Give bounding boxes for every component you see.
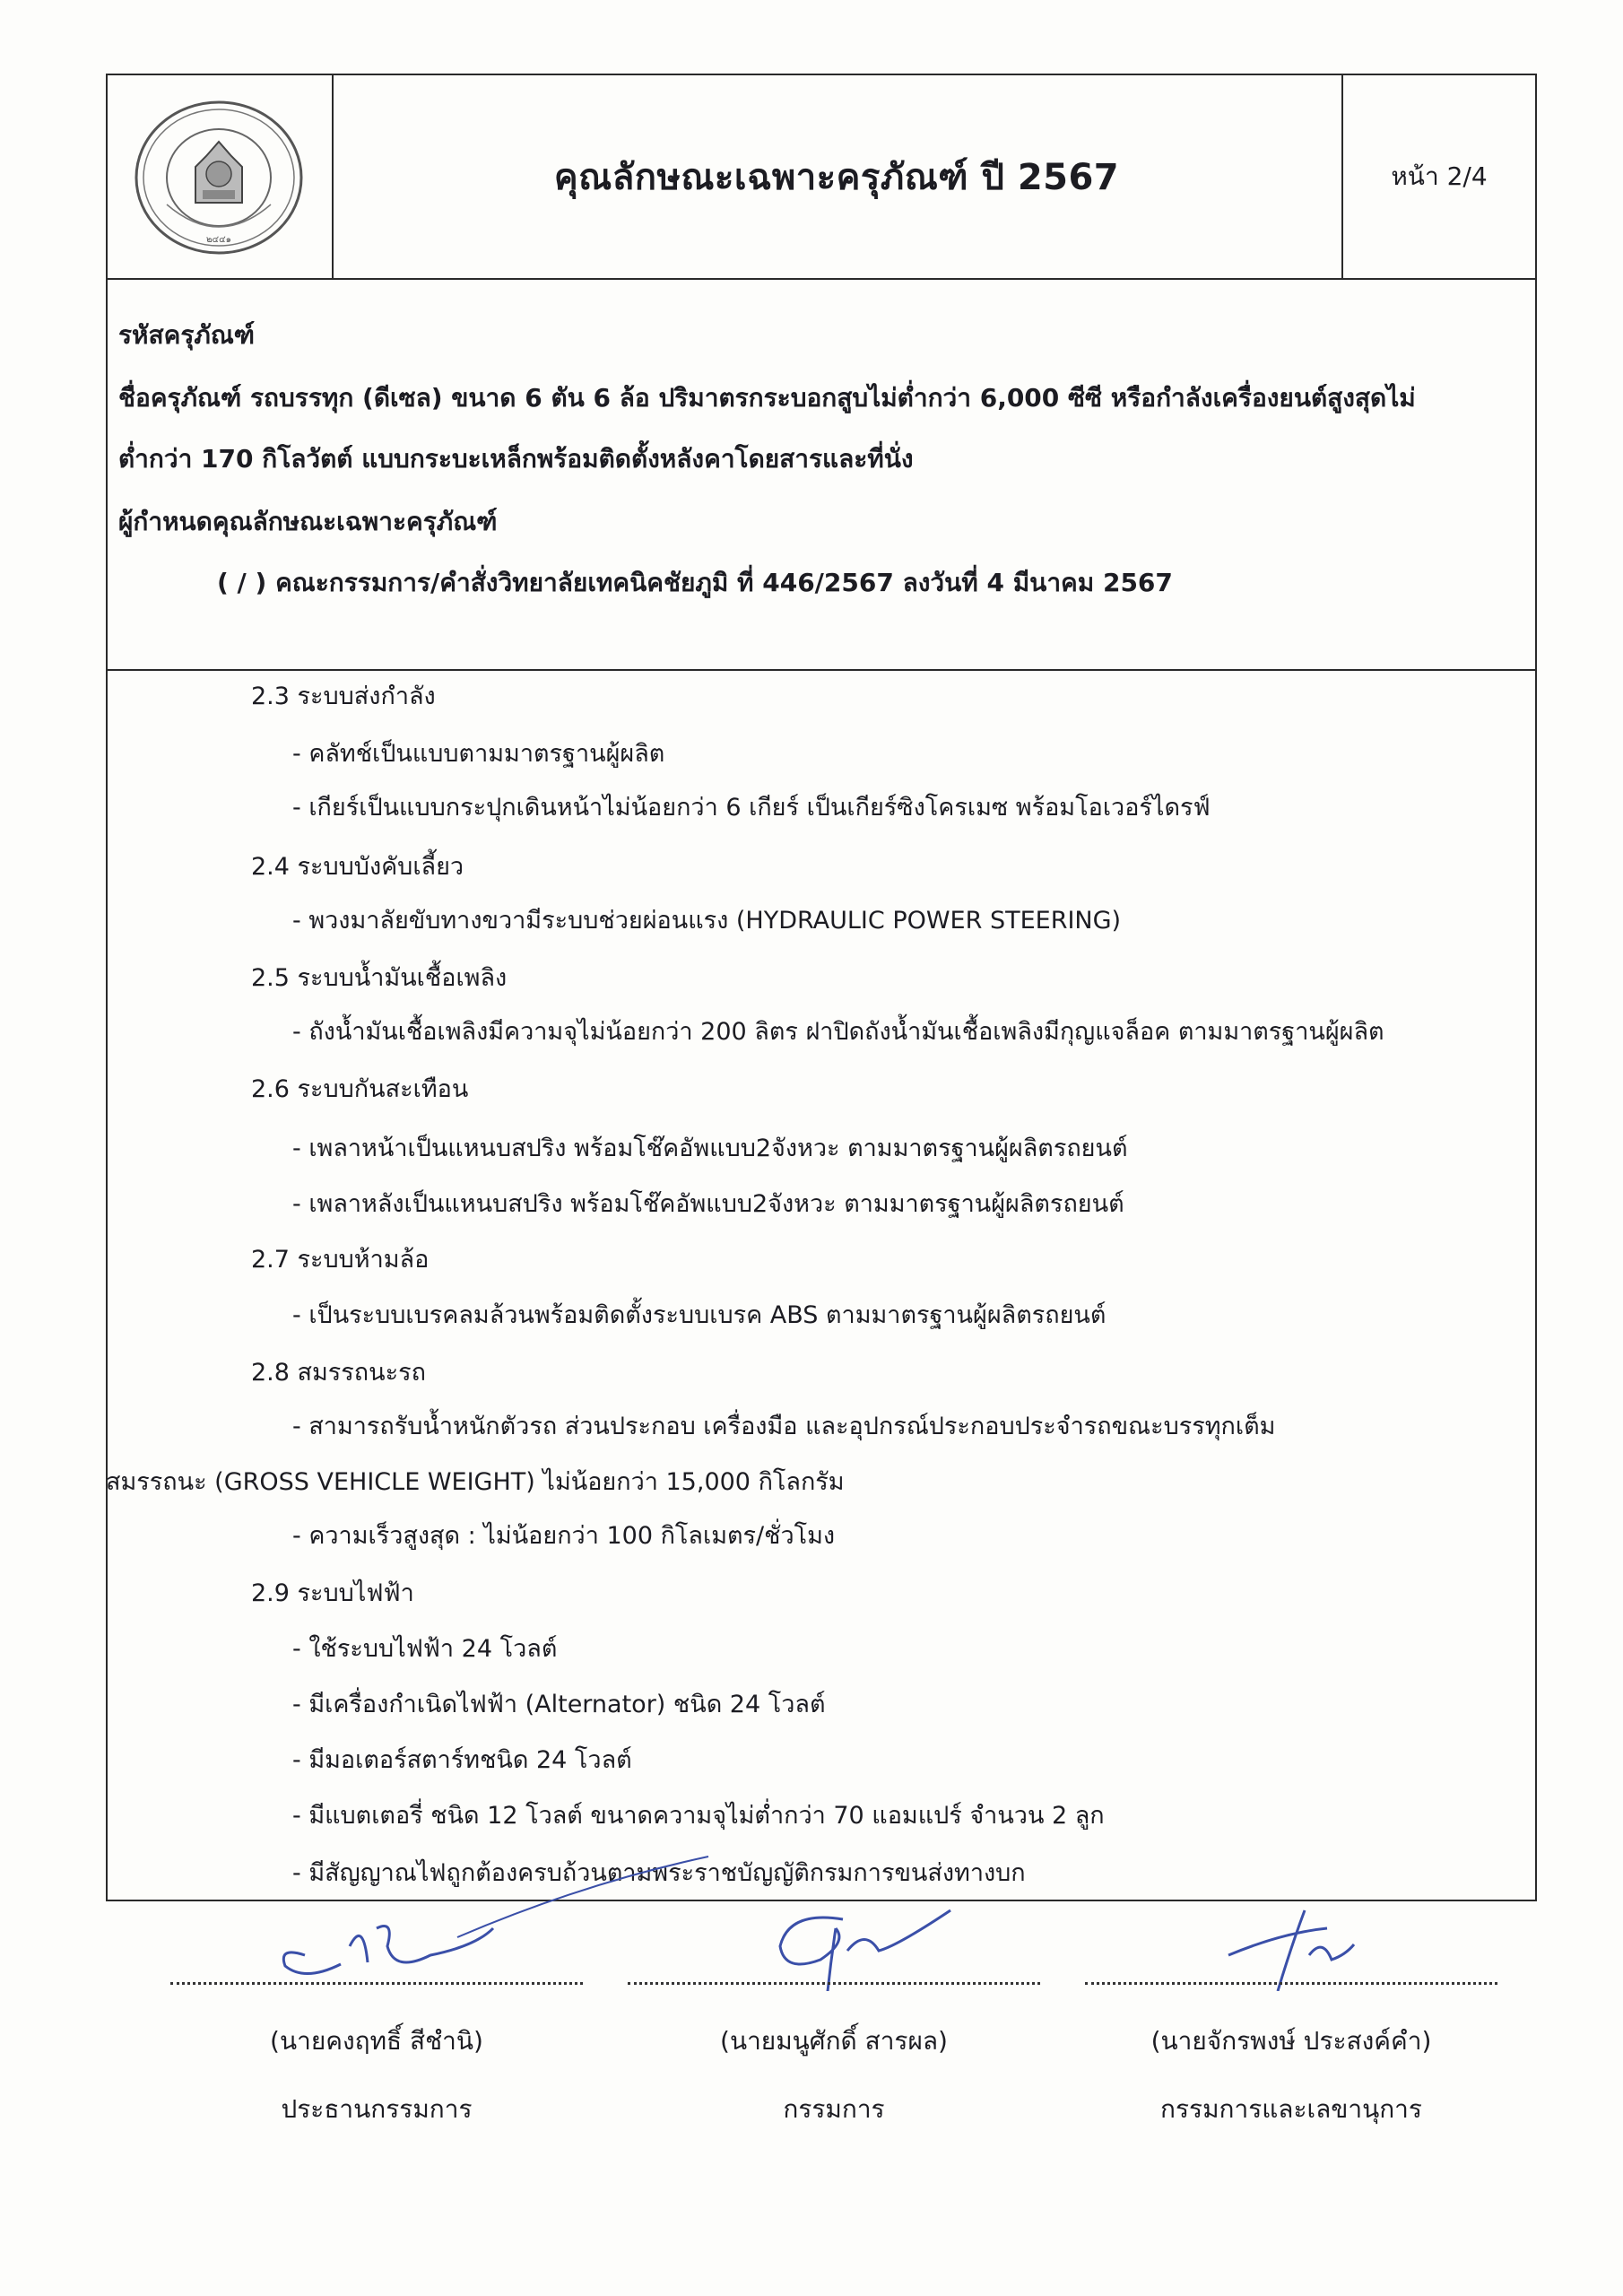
signature-line <box>628 1982 1040 1985</box>
spec-item: - มีแบตเตอรี่ ชนิด 12 โวลต์ ขนาดความจุไม่ต่ำกว่า 70 แอมแปร์ จำนวน 2 ลูก <box>292 1802 1105 1830</box>
document-title: คุณลักษณะเฉพาะครุภัณฑ์ ปี 2567 <box>553 157 1120 198</box>
info-block <box>108 278 1535 671</box>
title-cell <box>332 75 1343 278</box>
spec-heading: 2.7 ระบบห้ามล้อ <box>251 1246 430 1274</box>
spec-item: - เป็นระบบเบรคลมล้วนพร้อมติดตั้งระบบเบรค ABS ตามมาตรฐานผู้ผลิตรถยนต์ <box>292 1301 1107 1329</box>
committee-order: ( / ) คณะกรรมการ/คำสั่งวิทยาลัยเทคนิคชัยภูมิ ที่ 446/2567 ลงวันที่ 4 มีนาคม 2567 <box>217 568 1173 597</box>
signature-line <box>1085 1982 1497 1985</box>
signature-icon <box>170 1892 583 1991</box>
spec-item: - พวงมาลัยขับทางขวามีระบบช่วยผ่อนแรง (HYDRAULIC POWER STEERING) <box>292 907 1122 935</box>
spec-item: - มีสัญญาณไฟถูกต้องครบถ้วนตามพระราชบัญญัติกรมการขนส่งทางบก <box>292 1859 1026 1887</box>
spec-heading: 2.8 สมรรถนะรถ <box>251 1359 426 1387</box>
signature-icon <box>628 1892 1040 1991</box>
spec-item: - มีมอเตอร์สตาร์ทชนิด 24 โวลต์ <box>292 1746 632 1774</box>
header-row <box>108 75 1535 280</box>
signer-name: (นายคงฤทธิ์ สีชำนิ) <box>270 2026 483 2056</box>
signature-line <box>170 1982 583 1985</box>
spec-heading: 2.3 ระบบส่งกำลัง <box>251 683 436 710</box>
signature-icon <box>1085 1892 1497 1991</box>
spec-item: - ใช้ระบบไฟฟ้า 24 โวลต์ <box>292 1635 558 1663</box>
spec-heading: 2.9 ระบบไฟฟ้า <box>251 1579 414 1607</box>
specifier-label: ผู้กำหนดคุณลักษณะเฉพาะครุภัณฑ์ <box>118 507 498 536</box>
spec-item: - ความเร็วสูงสุด : ไม่น้อยกว่า 100 กิโลเมตร/ชั่วโมง <box>292 1522 836 1550</box>
equipment-name-line2: ต่ำกว่า 170 กิโลวัตต์ แบบกระบะเหล็กพร้อมติดตั้งหลังคาโดยสารและที่นั่ง <box>118 444 914 474</box>
document-frame <box>106 74 1537 1901</box>
signer-name: (นายจักรพงษ์ ประสงค์คำ) <box>1150 2026 1432 2056</box>
spec-item: - คลัทช์เป็นแบบตามมาตรฐานผู้ผลิต <box>292 740 665 768</box>
equipment-name-line1: ชื่อครุภัณฑ์ รถบรรทุก (ดีเซล) ขนาด 6 ตัน 6 ล้อ ปริมาตรกระบอกสูบไม่ต่ำกว่า 6,000 ซีซี หรือกำลังเครื่องยนต์สูงสุดไม่ <box>118 383 1416 413</box>
equipment-code-label: รหัสครุภัณฑ์ <box>118 320 256 350</box>
spec-item: - เพลาหน้าเป็นแหนบสปริง พร้อมโช๊คอัพแบบ2จังหวะ ตามมาตรฐานผู้ผลิตรถยนต์ <box>292 1135 1128 1162</box>
signer-name: (นายมนูศักดิ์ สารผล) <box>720 2026 948 2056</box>
logo-cell <box>108 75 334 278</box>
signer-role: กรรมการและเลขานุการ <box>1160 2094 1422 2124</box>
page-number: หน้า 2/4 <box>1391 161 1488 191</box>
signer-role: ประธานกรรมการ <box>281 2094 473 2124</box>
seal-icon <box>131 97 307 258</box>
spec-item: - มีเครื่องกำเนิดไฟฟ้า (Alternator) ชนิด 24 โวลต์ <box>292 1691 826 1718</box>
spec-item-continuation: สมรรถนะ (GROSS VEHICLE WEIGHT) ไม่น้อยกว่า 15,000 กิโลกรัม <box>106 1468 845 1496</box>
spec-heading: 2.4 ระบบบังคับเลี้ยว <box>251 853 464 881</box>
signer-role: กรรมการ <box>783 2094 885 2124</box>
spec-item: - เพลาหลังเป็นแหนบสปริง พร้อมโช๊คอัพแบบ2จังหวะ ตามมาตรฐานผู้ผลิตรถยนต์ <box>292 1190 1124 1218</box>
spec-heading: 2.5 ระบบน้ำมันเชื้อเพลิง <box>251 964 508 992</box>
svg-text:๒๔๔๑: ๒๔๔๑ <box>205 235 232 245</box>
spec-item: - เกียร์เป็นแบบกระปุกเดินหน้าไม่น้อยกว่า 6 เกียร์ เป็นเกียร์ซิงโครเมซ พร้อมโอเวอร์ไดรฟ์ <box>292 794 1211 822</box>
spec-item: - สามารถรับน้ำหนักตัวรถ ส่วนประกอบ เครื่องมือ และอุปกรณ์ประกอบประจำรถขณะบรรทุกเต็ม <box>292 1413 1276 1440</box>
spec-item: - ถังน้ำมันเชื้อเพลิงมีความจุไม่น้อยกว่า 200 ลิตร ฝาปิดถังน้ำมันเชื้อเพลิงมีกุญแจล็อค ตามมาตรฐานผู้ผลิต <box>292 1018 1384 1046</box>
spec-heading: 2.6 ระบบกันสะเทือน <box>251 1075 469 1103</box>
page-cell <box>1341 75 1537 278</box>
